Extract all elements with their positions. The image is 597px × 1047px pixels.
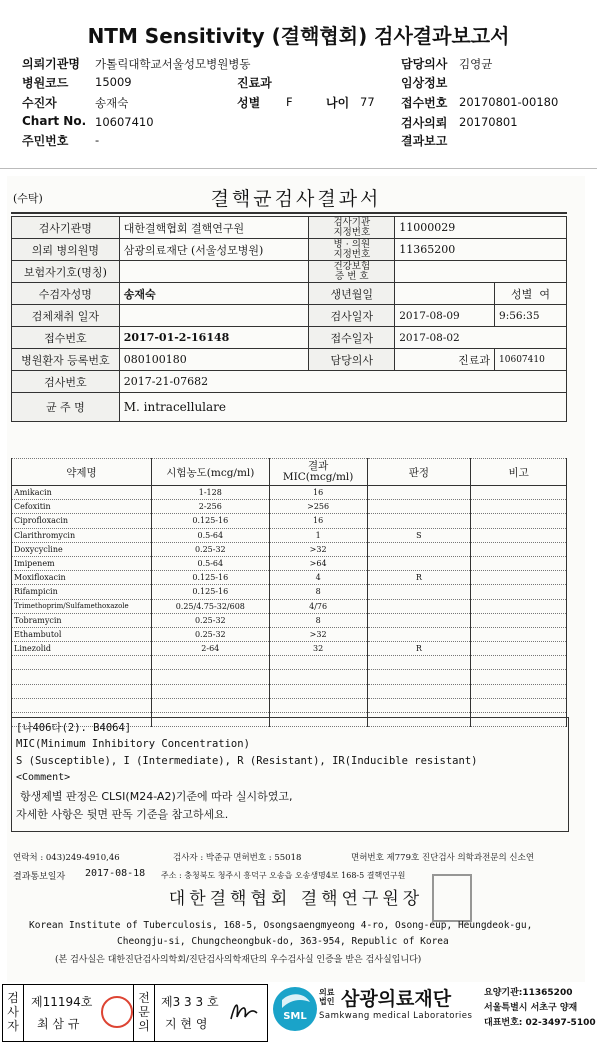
drug-row bbox=[12, 599, 567, 613]
drug-empty-cell bbox=[269, 698, 367, 712]
drug-interp bbox=[367, 500, 471, 514]
contact-line: 연락처 : 043)249-4910,46 bbox=[13, 853, 120, 863]
drug-name: Cefoxitin bbox=[12, 500, 152, 514]
address-line: 주소 : 충청북도 청주시 흥덕구 오송읍 오송생명4로 168-5 결핵연구원 bbox=[161, 871, 406, 880]
drug-name: Moxifloxacin bbox=[12, 571, 152, 585]
drug-empty-cell bbox=[151, 670, 269, 684]
drug-name: Linezolid bbox=[12, 642, 152, 656]
drug-name: Trimethoprim/Sulfamethoxazole bbox=[12, 599, 152, 613]
drug-remark bbox=[471, 542, 567, 556]
sex-value: F bbox=[286, 95, 293, 109]
reg-no-label: 병원환자 등록번호 bbox=[12, 349, 120, 371]
drug-empty-cell bbox=[12, 670, 152, 684]
test-no-value: 2017-21-07682 bbox=[119, 371, 566, 393]
drug-header-4: 비고 bbox=[471, 459, 567, 486]
drug-name: Doxycycline bbox=[12, 542, 152, 556]
receipt-no-value: 20170801-00180 bbox=[459, 95, 559, 109]
drug-name: Ciprofloxacin bbox=[12, 514, 152, 528]
drug-row bbox=[12, 571, 567, 585]
birth-label: 생년월일 bbox=[309, 283, 395, 305]
drug-mic: 1 bbox=[269, 528, 367, 542]
examiner-seal bbox=[101, 996, 133, 1028]
request-label: 검사의뢰 bbox=[401, 116, 448, 130]
cert-note: (본 검사실은 대한진단검사의학회/진단검사의학재단의 우수검사실 인증을 받은 검사실입니다) bbox=[55, 955, 422, 965]
test-time-value: 9:56:35 bbox=[495, 305, 567, 327]
health-ins-value bbox=[395, 261, 567, 283]
drug-interp bbox=[367, 613, 471, 627]
drug-empty-cell bbox=[367, 698, 471, 712]
lab-name-value: 대한결핵협회 결핵연구원 bbox=[119, 217, 309, 239]
examiner-line: 검사자 : 박준규 면허번호 : 55018 bbox=[173, 853, 302, 863]
hospital-code-label: 병원코드 bbox=[22, 76, 69, 90]
drug-empty-cell bbox=[471, 670, 567, 684]
drug-empty-cell bbox=[12, 656, 152, 670]
notes-comment-label: <Comment> bbox=[16, 772, 71, 783]
hospital-code-value: 15009 bbox=[95, 75, 132, 89]
drug-empty-cell bbox=[151, 684, 269, 698]
drug-range: 0.125-16 bbox=[151, 585, 269, 599]
clinical-info-label: 임상정보 bbox=[401, 76, 448, 90]
drug-row bbox=[12, 500, 567, 514]
test-no-label: 검사번호 bbox=[12, 371, 120, 393]
drug-range: 2-256 bbox=[151, 500, 269, 514]
birth-value bbox=[395, 283, 495, 305]
drug-empty-cell bbox=[269, 656, 367, 670]
institution-label: 의뢰기관명 bbox=[22, 57, 80, 71]
lab-code-value: 11000029 bbox=[395, 217, 567, 239]
department-label: 진료과 bbox=[237, 76, 272, 90]
req-hosp-value: 삼광의료재단 (서울성모병원) bbox=[119, 239, 309, 261]
drug-remark bbox=[471, 486, 567, 500]
drug-row-empty bbox=[12, 656, 567, 670]
drug-interp bbox=[367, 556, 471, 570]
sml-logo-icon bbox=[272, 986, 318, 1032]
form-note: (수탁) bbox=[13, 192, 43, 205]
accept-date-label: 접수일자 bbox=[309, 327, 395, 349]
dept-label-form: 진료과 bbox=[395, 349, 495, 371]
title-rule bbox=[11, 212, 567, 214]
drug-name: Ethambutol bbox=[12, 627, 152, 641]
receipt-no-label: 접수번호 bbox=[401, 96, 448, 110]
drug-mic: 4/76 bbox=[269, 599, 367, 613]
drug-row bbox=[12, 613, 567, 627]
drug-mic: 32 bbox=[269, 642, 367, 656]
dept-value-form: 10607410 bbox=[495, 349, 567, 371]
report-title: NTM Sensitivity (결핵협회) 검사결과보고서 bbox=[87, 24, 510, 48]
drug-range: 0.25-32 bbox=[151, 613, 269, 627]
drug-mic: >32 bbox=[269, 627, 367, 641]
drug-header-0: 약제명 bbox=[12, 459, 152, 486]
drug-remark bbox=[471, 556, 567, 570]
drug-remark bbox=[471, 514, 567, 528]
drug-range: 0.25-32 bbox=[151, 627, 269, 641]
org-name: 삼광의료재단 bbox=[341, 988, 452, 1010]
drug-name: Imipenem bbox=[12, 556, 152, 570]
drug-range: 0.125-16 bbox=[151, 514, 269, 528]
specialist-name: 지 현 영 bbox=[165, 1017, 208, 1031]
info-table bbox=[11, 216, 567, 422]
drug-remark bbox=[471, 528, 567, 542]
drug-empty-cell bbox=[151, 656, 269, 670]
drug-interp: R bbox=[367, 571, 471, 585]
notify-label: 결과통보일자 bbox=[13, 872, 66, 882]
drug-mic: 16 bbox=[269, 486, 367, 500]
drug-row bbox=[12, 514, 567, 528]
patient-value: 송재숙 bbox=[119, 283, 309, 305]
eng-address-2: Cheongju-si, Chungcheongbuk-do, 363-954, Republic of Korea bbox=[117, 936, 449, 947]
drug-row bbox=[12, 486, 567, 500]
insurance-label: 보험자기호(명칭) bbox=[12, 261, 120, 283]
drug-range: 0.25/4.75-32/608 bbox=[151, 599, 269, 613]
collect-label: 검체채취 일자 bbox=[12, 305, 120, 327]
notify-date: 2017-08-18 bbox=[85, 868, 146, 879]
drug-row bbox=[12, 627, 567, 641]
drug-empty-cell bbox=[471, 684, 567, 698]
drug-range: 0.5-64 bbox=[151, 556, 269, 570]
drug-name: Tobramycin bbox=[12, 613, 152, 627]
org-address: 서울특별시 서초구 양재 bbox=[484, 1003, 578, 1013]
drug-empty-cell bbox=[269, 670, 367, 684]
drug-empty-cell bbox=[12, 698, 152, 712]
form-title: 결핵균검사결과서 bbox=[210, 188, 382, 210]
collect-value bbox=[119, 305, 309, 327]
notes-comment-2: 자세한 사항은 뒷면 판독 기준을 참고하세요. bbox=[16, 808, 229, 821]
notes-mic-def: MIC(Minimum Inhibitory Concentration) bbox=[16, 738, 250, 750]
doctor-label: 담당의사 bbox=[401, 57, 448, 71]
drug-remark bbox=[471, 613, 567, 627]
specialist-vertical-label: 전문의 bbox=[138, 991, 150, 1033]
specialist-signature bbox=[225, 995, 261, 1025]
drug-empty-cell bbox=[12, 684, 152, 698]
institution-code: 요양기관:11365200 bbox=[484, 988, 573, 998]
drug-interp bbox=[367, 585, 471, 599]
physician-label: 담당의사 bbox=[309, 349, 395, 371]
drug-empty-cell bbox=[269, 684, 367, 698]
drug-mic: >32 bbox=[269, 542, 367, 556]
lab-name-label: 검사기관명 bbox=[12, 217, 120, 239]
drug-header-2: 결과 MIC(mcg/ml) bbox=[269, 459, 367, 486]
notes-comment-1: 항생제별 판정은 CLSI(M24-A2)기준에 따라 실시하였고, bbox=[20, 790, 293, 803]
drug-mic: 8 bbox=[269, 585, 367, 599]
drug-range: 1-128 bbox=[151, 486, 269, 500]
subject-label: 수진자 bbox=[22, 96, 57, 110]
drug-empty-cell bbox=[471, 656, 567, 670]
drug-interp bbox=[367, 627, 471, 641]
drug-empty-cell bbox=[471, 698, 567, 712]
drug-mic: >64 bbox=[269, 556, 367, 570]
org-small-label: 의료 법인 bbox=[319, 988, 335, 1006]
organism-label: 균 주 명 bbox=[12, 393, 120, 422]
scanned-result-form bbox=[7, 176, 585, 982]
drug-row bbox=[12, 556, 567, 570]
notes-legend: S (Susceptible), I (Intermediate), R (Resistant), IR(Inducible resistant) bbox=[16, 755, 478, 767]
header-divider bbox=[0, 168, 597, 169]
drug-range: 0.25-32 bbox=[151, 542, 269, 556]
age-label: 나이 bbox=[326, 96, 350, 110]
test-date-label: 검사일자 bbox=[309, 305, 395, 327]
drug-empty-cell bbox=[367, 656, 471, 670]
drug-range: 2-64 bbox=[151, 642, 269, 656]
institution-value: 가톨릭대학교서울성모병원병동 bbox=[95, 57, 251, 71]
resident-no-label: 주민번호 bbox=[22, 134, 69, 148]
drug-mic: >256 bbox=[269, 500, 367, 514]
drug-range: 0.125-16 bbox=[151, 571, 269, 585]
org-name-sign: 대한결핵협회 결핵연구원장 bbox=[168, 889, 424, 909]
accept-no-value: 2017-01-2-16148 bbox=[119, 327, 309, 349]
drug-mic: 8 bbox=[269, 613, 367, 627]
drug-interp bbox=[367, 514, 471, 528]
drug-header-3: 판정 bbox=[367, 459, 471, 486]
eng-address-1: Korean Institute of Tuberculosis, 168-5, Osongsaengmyeong 4-ro, Osong-eup, Heungdeok-gu, bbox=[29, 920, 533, 931]
doctor-value: 김영균 bbox=[459, 57, 493, 71]
director-license: 면허번호 제779호 진단검사 의학과전문의 신소연 bbox=[351, 853, 535, 863]
notes-code: [나406다(2). B4064] bbox=[16, 722, 132, 734]
specialist-license-no: 제3 3 3 호 bbox=[161, 995, 219, 1009]
drug-range: 0.5-64 bbox=[151, 528, 269, 542]
org-phone: 대표번호: 02-3497-5100 bbox=[484, 1018, 596, 1028]
examiner-license-no: 제11194호 bbox=[31, 995, 93, 1009]
drug-row-empty bbox=[12, 684, 567, 698]
sml-logo-text: SML bbox=[283, 1011, 307, 1022]
insurance-value bbox=[119, 261, 309, 283]
drug-name: Rifampicin bbox=[12, 585, 152, 599]
drug-empty-cell bbox=[151, 698, 269, 712]
hosp-code-value: 11365200 bbox=[395, 239, 567, 261]
resident-no-value: - bbox=[95, 133, 100, 147]
drug-remark bbox=[471, 642, 567, 656]
age-value: 77 bbox=[360, 95, 375, 109]
drug-row-empty bbox=[12, 698, 567, 712]
sex-value-form: 여 bbox=[539, 287, 550, 301]
chart-no-label: Chart No. bbox=[22, 114, 87, 128]
drug-mic: 16 bbox=[269, 514, 367, 528]
drug-row bbox=[12, 585, 567, 599]
drug-interp bbox=[367, 599, 471, 613]
sex-label: 성별 bbox=[237, 96, 261, 110]
health-ins-label: 건강보험 증 번 호 bbox=[309, 261, 395, 283]
patient-label: 수검자성명 bbox=[12, 283, 120, 305]
footer-divider-3 bbox=[154, 985, 155, 1041]
accept-date-value: 2017-08-02 bbox=[395, 327, 567, 349]
test-date-value: 2017-08-09 bbox=[395, 305, 495, 327]
subject-value: 송재숙 bbox=[95, 96, 129, 110]
sex-label-form: 성별 bbox=[511, 287, 533, 301]
drug-remark bbox=[471, 599, 567, 613]
official-seal bbox=[432, 874, 472, 922]
chart-no-value: 10607410 bbox=[95, 115, 154, 129]
drug-sensitivity-table bbox=[11, 458, 567, 727]
drug-mic: 4 bbox=[269, 571, 367, 585]
req-hosp-label: 의뢰 병의원명 bbox=[12, 239, 120, 261]
hosp-code-label: 병 · 의원 지정번호 bbox=[309, 239, 395, 261]
reg-no-value: 080100180 bbox=[119, 349, 309, 371]
footer-divider-1 bbox=[23, 985, 24, 1041]
notes-box bbox=[11, 717, 569, 832]
examiner-name: 최 삼 규 bbox=[37, 1017, 80, 1031]
drug-name: Amikacin bbox=[12, 486, 152, 500]
request-value: 20170801 bbox=[459, 115, 518, 129]
accept-no-label: 접수번호 bbox=[12, 327, 120, 349]
examiner-vertical-label: 검사자 bbox=[7, 991, 19, 1033]
drug-name: Clarithromycin bbox=[12, 528, 152, 542]
drug-empty-cell bbox=[367, 684, 471, 698]
drug-interp: R bbox=[367, 642, 471, 656]
drug-row bbox=[12, 542, 567, 556]
organism-value: M. intracellulare bbox=[119, 393, 566, 422]
signature-box bbox=[2, 984, 268, 1042]
drug-row bbox=[12, 528, 567, 542]
report-label: 결과보고 bbox=[401, 134, 448, 148]
drug-header-1: 시험농도(mcg/ml) bbox=[151, 459, 269, 486]
drug-interp bbox=[367, 542, 471, 556]
drug-remark bbox=[471, 500, 567, 514]
drug-remark bbox=[471, 627, 567, 641]
org-english-name: Samkwang medical Laboratories bbox=[319, 1011, 473, 1021]
drug-remark bbox=[471, 585, 567, 599]
footer-divider-2 bbox=[133, 985, 134, 1041]
drug-empty-cell bbox=[367, 670, 471, 684]
lab-code-label: 검사기관 지정번호 bbox=[309, 217, 395, 239]
drug-remark bbox=[471, 571, 567, 585]
drug-row bbox=[12, 642, 567, 656]
drug-interp bbox=[367, 486, 471, 500]
drug-row-empty bbox=[12, 670, 567, 684]
drug-interp: S bbox=[367, 528, 471, 542]
